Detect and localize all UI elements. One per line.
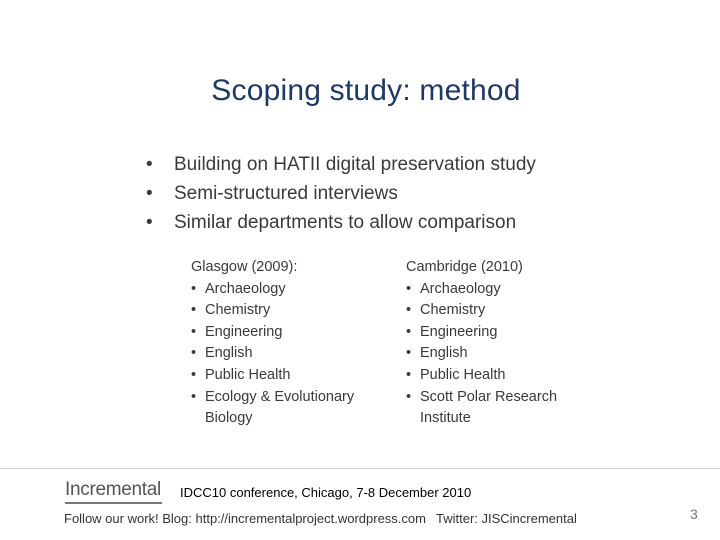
bullet-text: Similar departments to allow comparison	[174, 212, 517, 233]
department-name: Public Health	[420, 366, 506, 383]
sub-bullet-marker: •	[406, 345, 412, 362]
department-name: Archaeology	[420, 280, 501, 297]
bullet-marker: •	[146, 154, 153, 175]
cambridge-department-list	[406, 279, 557, 409]
sub-bullet-marker: •	[406, 302, 412, 319]
department-item	[191, 279, 354, 301]
department-name: Public Health	[205, 366, 291, 383]
sub-bullet-marker: •	[406, 366, 412, 383]
department-name: Chemistry	[420, 302, 486, 319]
cambridge-heading: Cambridge (2010)	[406, 259, 523, 275]
department-name-continuation: Biology	[205, 410, 253, 427]
bullet-text: Building on HATII digital preservation study	[174, 154, 536, 175]
department-item	[406, 343, 557, 365]
department-item	[406, 279, 557, 301]
main-bullet-list	[146, 150, 536, 237]
department-name-continuation: Institute	[420, 410, 471, 427]
blog-link[interactable]: Follow our work! Blog: http://incrementalproject.wordpress.com	[64, 511, 426, 526]
bullet-item	[146, 150, 536, 179]
department-name: English	[205, 345, 253, 362]
sub-bullet-marker: •	[191, 280, 197, 297]
bullet-marker: •	[146, 212, 153, 233]
department-item	[191, 343, 354, 365]
sub-bullet-marker: •	[191, 302, 197, 319]
department-item	[191, 365, 354, 387]
bullet-item	[146, 179, 536, 208]
bullet-marker: •	[146, 183, 153, 204]
footer-follow-line	[64, 511, 577, 526]
glasgow-column	[191, 257, 354, 430]
bullet-text: Semi-structured interviews	[174, 183, 398, 204]
department-name: Archaeology	[205, 280, 286, 297]
sub-bullet-marker: •	[191, 323, 197, 340]
department-item	[191, 322, 354, 344]
sub-bullet-marker: •	[406, 280, 412, 297]
twitter-handle[interactable]: Twitter: JISCincremental	[435, 511, 577, 526]
department-item	[191, 300, 354, 322]
department-name: Engineering	[420, 323, 498, 340]
conference-text: IDCC10 conference, Chicago, 7-8 December 2010	[180, 485, 472, 500]
department-name: Ecology & Evolutionary	[205, 388, 355, 405]
sub-bullet-marker: •	[191, 388, 197, 405]
department-name: Scott Polar Research	[420, 388, 558, 405]
department-item	[406, 365, 557, 387]
bullet-item	[146, 208, 536, 237]
cambridge-column	[406, 257, 557, 430]
sub-bullet-marker: •	[406, 388, 412, 405]
logo-underline	[65, 502, 162, 504]
department-name: English	[420, 345, 468, 362]
incremental-logo: Incremental	[65, 479, 161, 500]
slide-title: Scoping study: method	[211, 74, 521, 107]
department-item	[406, 300, 557, 322]
footer-divider	[0, 468, 720, 469]
page-number: 3	[690, 506, 698, 522]
sub-bullet-marker: •	[406, 323, 412, 340]
glasgow-heading: Glasgow (2009):	[191, 259, 298, 275]
sub-bullet-marker: •	[191, 366, 197, 383]
department-item	[406, 322, 557, 344]
department-name: Engineering	[205, 323, 283, 340]
department-item	[406, 387, 557, 409]
sub-bullet-marker: •	[191, 345, 197, 362]
glasgow-department-list	[191, 279, 354, 409]
department-item	[191, 387, 354, 409]
department-name: Chemistry	[205, 302, 271, 319]
